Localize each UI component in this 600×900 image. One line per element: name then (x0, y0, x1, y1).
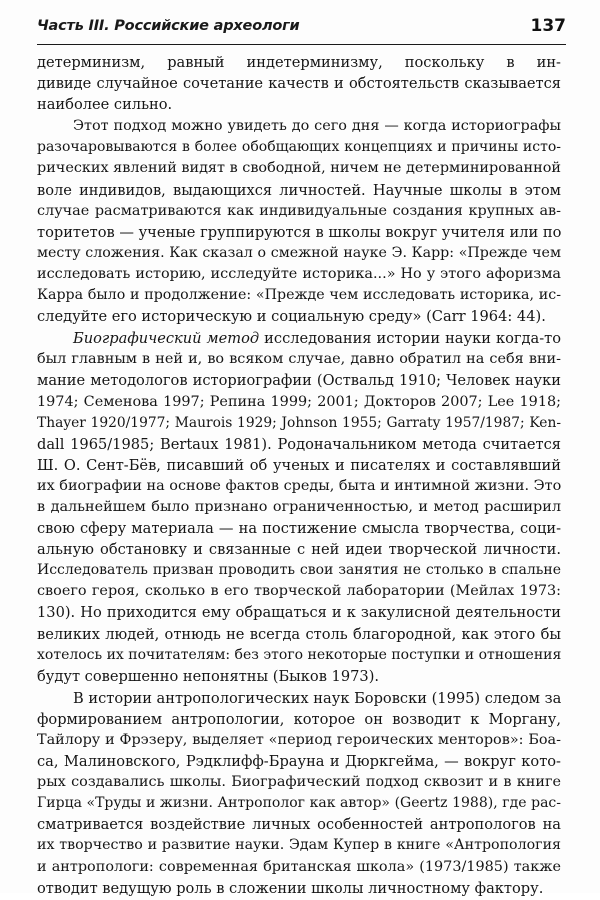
text-line: исследовать историю, исследуйте историка...» Но у этого афоризма (37, 265, 561, 282)
paragraph (37, 688, 561, 899)
text-line: dall 1965/1985; Bertaux 1981). Родоначальником метода считается (37, 435, 561, 453)
text-line: Гирца «Труды и жизни. Антрополог как автор» (Geertz 1988), где рас- (37, 795, 561, 812)
text-line: Этот подход можно увидеть до сего дня — когда историографы (73, 118, 561, 135)
running-head: Часть III. Российские археологи (37, 18, 300, 34)
paragraph (37, 328, 561, 687)
italic-term: Биографический метод (73, 330, 260, 348)
text-line: альную обстановку и связанные с ней идеи творческой личности. (37, 541, 561, 559)
text-line: следуйте его историческую и социальную среду» (Carr 1964: 44). (37, 308, 546, 326)
text-line: в дальнейшем было признано ограниченностью, и метод расширил (37, 498, 561, 515)
text-line: сматривается воздействие личных особенностей антропологов на (37, 816, 561, 834)
text-line: детерминизм, равный индетерминизму, поскольку в ин- (37, 54, 561, 71)
text-line: наиболее сильно. (37, 96, 173, 114)
text-line: Тайлору и Фрэзеру, выделяет «период героических менторов»: Боа- (37, 732, 561, 748)
text-line: отводит ведущую роль в сложении школы личностному фактору. (37, 879, 544, 897)
text-line: Карра было и продолжение: «Прежде чем исследовать историка, ис- (37, 287, 561, 304)
text-line: своего героя, сколько в его творческой лаборатории (Мейлах 1973: (37, 583, 561, 600)
text-line: рических явлений видят в свободной, ничем не детерминированной (37, 160, 561, 177)
text-fragment: исследования истории науки когда-то (259, 330, 561, 348)
text-line: великих людей, отнюдь не всегда столь благородной, как этого бы (37, 625, 561, 643)
text-line: разочаровываются в более обобщающих концепциях и причины исто- (37, 139, 561, 156)
paragraph (37, 52, 561, 115)
text-line: их биографии на основе фактов среды, быта и интимной жизни. Это (37, 477, 561, 494)
text-line: случае расматриваются как индивидуальные создания крупных ав- (37, 202, 561, 219)
text-line: В истории антропологических наук Боровски (1995) следом за (73, 689, 561, 707)
text-line: рых создавались школы. Биографический подход сквозит и в книге (37, 774, 561, 791)
body-text (37, 52, 561, 900)
text-line: формированием антропологии, которое он возводит к Моргану, (37, 710, 561, 728)
text-line: 1974; Семенова 1997; Репина 1999; 2001; Докторов 2007; Lee 1918; (37, 393, 561, 410)
text-line: будут совершенно непонятны (Быков 1973). (37, 667, 380, 685)
text-line: их творчество и развитие науки. Эдам Купер в книге «Антропология (37, 837, 561, 854)
text-line: дивиде случайное сочетание качеств и обстоятельств сказывается (37, 75, 561, 93)
page-number: 137 (530, 16, 566, 36)
paragraph (37, 116, 561, 327)
text-line: воле индивидов, выдающихся личностей. Научные школы в этом (37, 181, 561, 199)
text-line: са, Малиновского, Рэдклифф-Брауна и Дюркгейма, — вокруг кото- (37, 753, 561, 771)
text-line: Ш. О. Сент-Бёв, писавший об ученых и писателях и составлявший (37, 456, 561, 474)
text-line: свою сферу материала — на постижение смысла творчества, соци- (37, 520, 561, 538)
text-line (37, 328, 561, 349)
text-line: 130). Но приходится ему обращаться и к закулисной деятельности (37, 604, 561, 622)
page-header (37, 14, 566, 45)
text-line: и антропологи: современная британская школа» (1973/1985) также (37, 858, 561, 875)
text-line: Исследователь призван проводить свои занятия не столько в спальне (37, 562, 561, 579)
text-line: торитетов — ученые группируются в школы вокруг учителя или по (37, 223, 561, 241)
text-line: был главным в ней и, во всяком случае, давно обратил на себя вни- (37, 351, 561, 368)
text-line: мание методологов историографии (Оствальд 1910; Человек науки (37, 372, 561, 390)
text-line: месту сложения. Как сказал о смежной науке Э. Карр: «Прежде чем (37, 244, 561, 261)
text-line: Thayer 1920/1977; Maurois 1929; Johnson 1955; Garraty 1957/1987; Ken- (37, 414, 561, 431)
text-line: хотелось их почитателям: без этого некоторые поступки и отношения (37, 646, 561, 663)
